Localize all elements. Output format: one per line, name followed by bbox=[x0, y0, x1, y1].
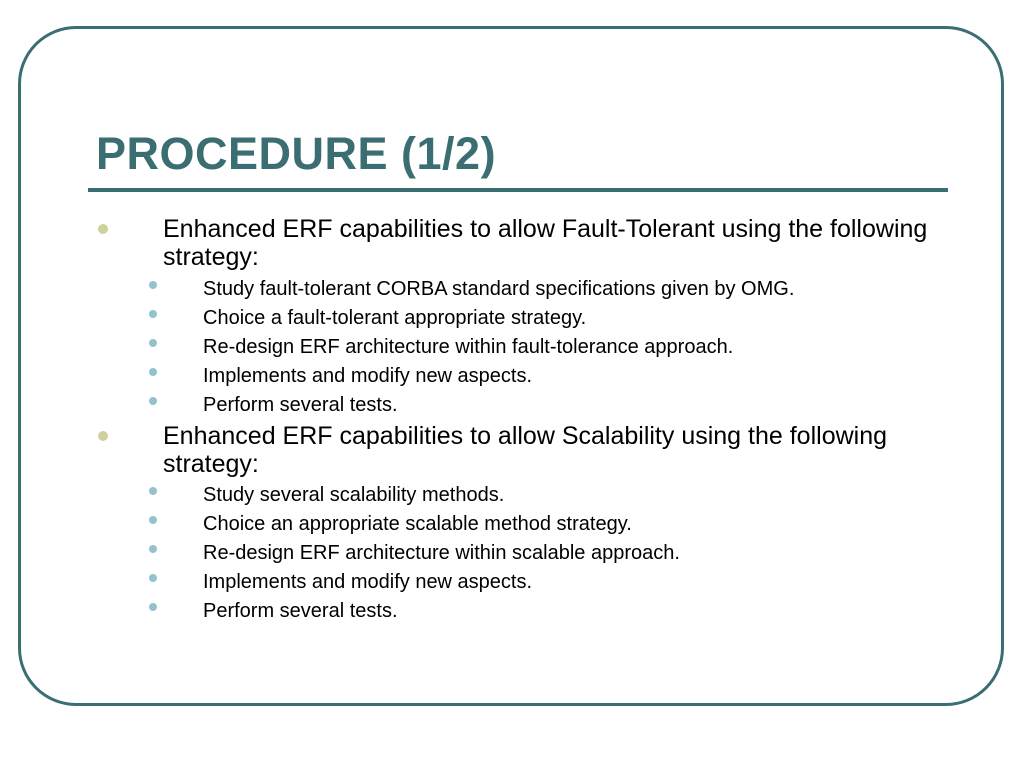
section-2-text: Enhanced ERF capabilities to allow Scalability using the following strategy: bbox=[163, 422, 888, 478]
section-1-text: Enhanced ERF capabilities to allow Fault-Tolerant using the following strategy: bbox=[163, 215, 928, 271]
level2-bullet-icon bbox=[149, 574, 157, 582]
section-1-item-1 bbox=[203, 277, 963, 301]
list-item-text: Choice a fault-tolerant appropriate strategy. bbox=[203, 307, 587, 329]
list-item-text: Implements and modify new aspects. bbox=[203, 571, 533, 593]
section-1-heading bbox=[163, 215, 943, 271]
section-1-item-2 bbox=[203, 306, 963, 330]
list-item-text: Re-design ERF architecture within fault-tolerance approach. bbox=[203, 336, 734, 358]
section-1-item-5 bbox=[203, 393, 963, 417]
level2-bullet-icon bbox=[149, 487, 157, 495]
section-2-item-3 bbox=[203, 541, 963, 565]
list-item-text: Implements and modify new aspects. bbox=[203, 365, 533, 387]
level2-bullet-icon bbox=[149, 368, 157, 376]
slide-title: PROCEDURE (1/2) bbox=[96, 128, 497, 179]
list-item-text: Study fault-tolerant CORBA standard specifications given by OMG. bbox=[203, 278, 795, 300]
level2-bullet-icon bbox=[149, 516, 157, 524]
section-2-heading bbox=[163, 422, 943, 478]
list-item-text: Re-design ERF architecture within scalable approach. bbox=[203, 542, 680, 564]
section-2-item-2 bbox=[203, 512, 963, 536]
list-item-text: Perform several tests. bbox=[203, 394, 398, 416]
level2-bullet-icon bbox=[149, 545, 157, 553]
level2-bullet-icon bbox=[149, 397, 157, 405]
list-item-text: Perform several tests. bbox=[203, 600, 398, 622]
section-1-item-3 bbox=[203, 335, 963, 359]
section-2-item-1 bbox=[203, 483, 963, 507]
level2-bullet-icon bbox=[149, 603, 157, 611]
list-item-text: Choice an appropriate scalable method strategy. bbox=[203, 513, 632, 535]
level1-bullet-icon bbox=[98, 431, 108, 441]
section-1-item-4 bbox=[203, 364, 963, 388]
level1-bullet-icon bbox=[98, 224, 108, 234]
level2-bullet-icon bbox=[149, 339, 157, 347]
section-2-item-4 bbox=[203, 570, 963, 594]
level2-bullet-icon bbox=[149, 310, 157, 318]
section-2-item-5 bbox=[203, 599, 963, 623]
list-item-text: Study several scalability methods. bbox=[203, 484, 505, 506]
level2-bullet-icon bbox=[149, 281, 157, 289]
